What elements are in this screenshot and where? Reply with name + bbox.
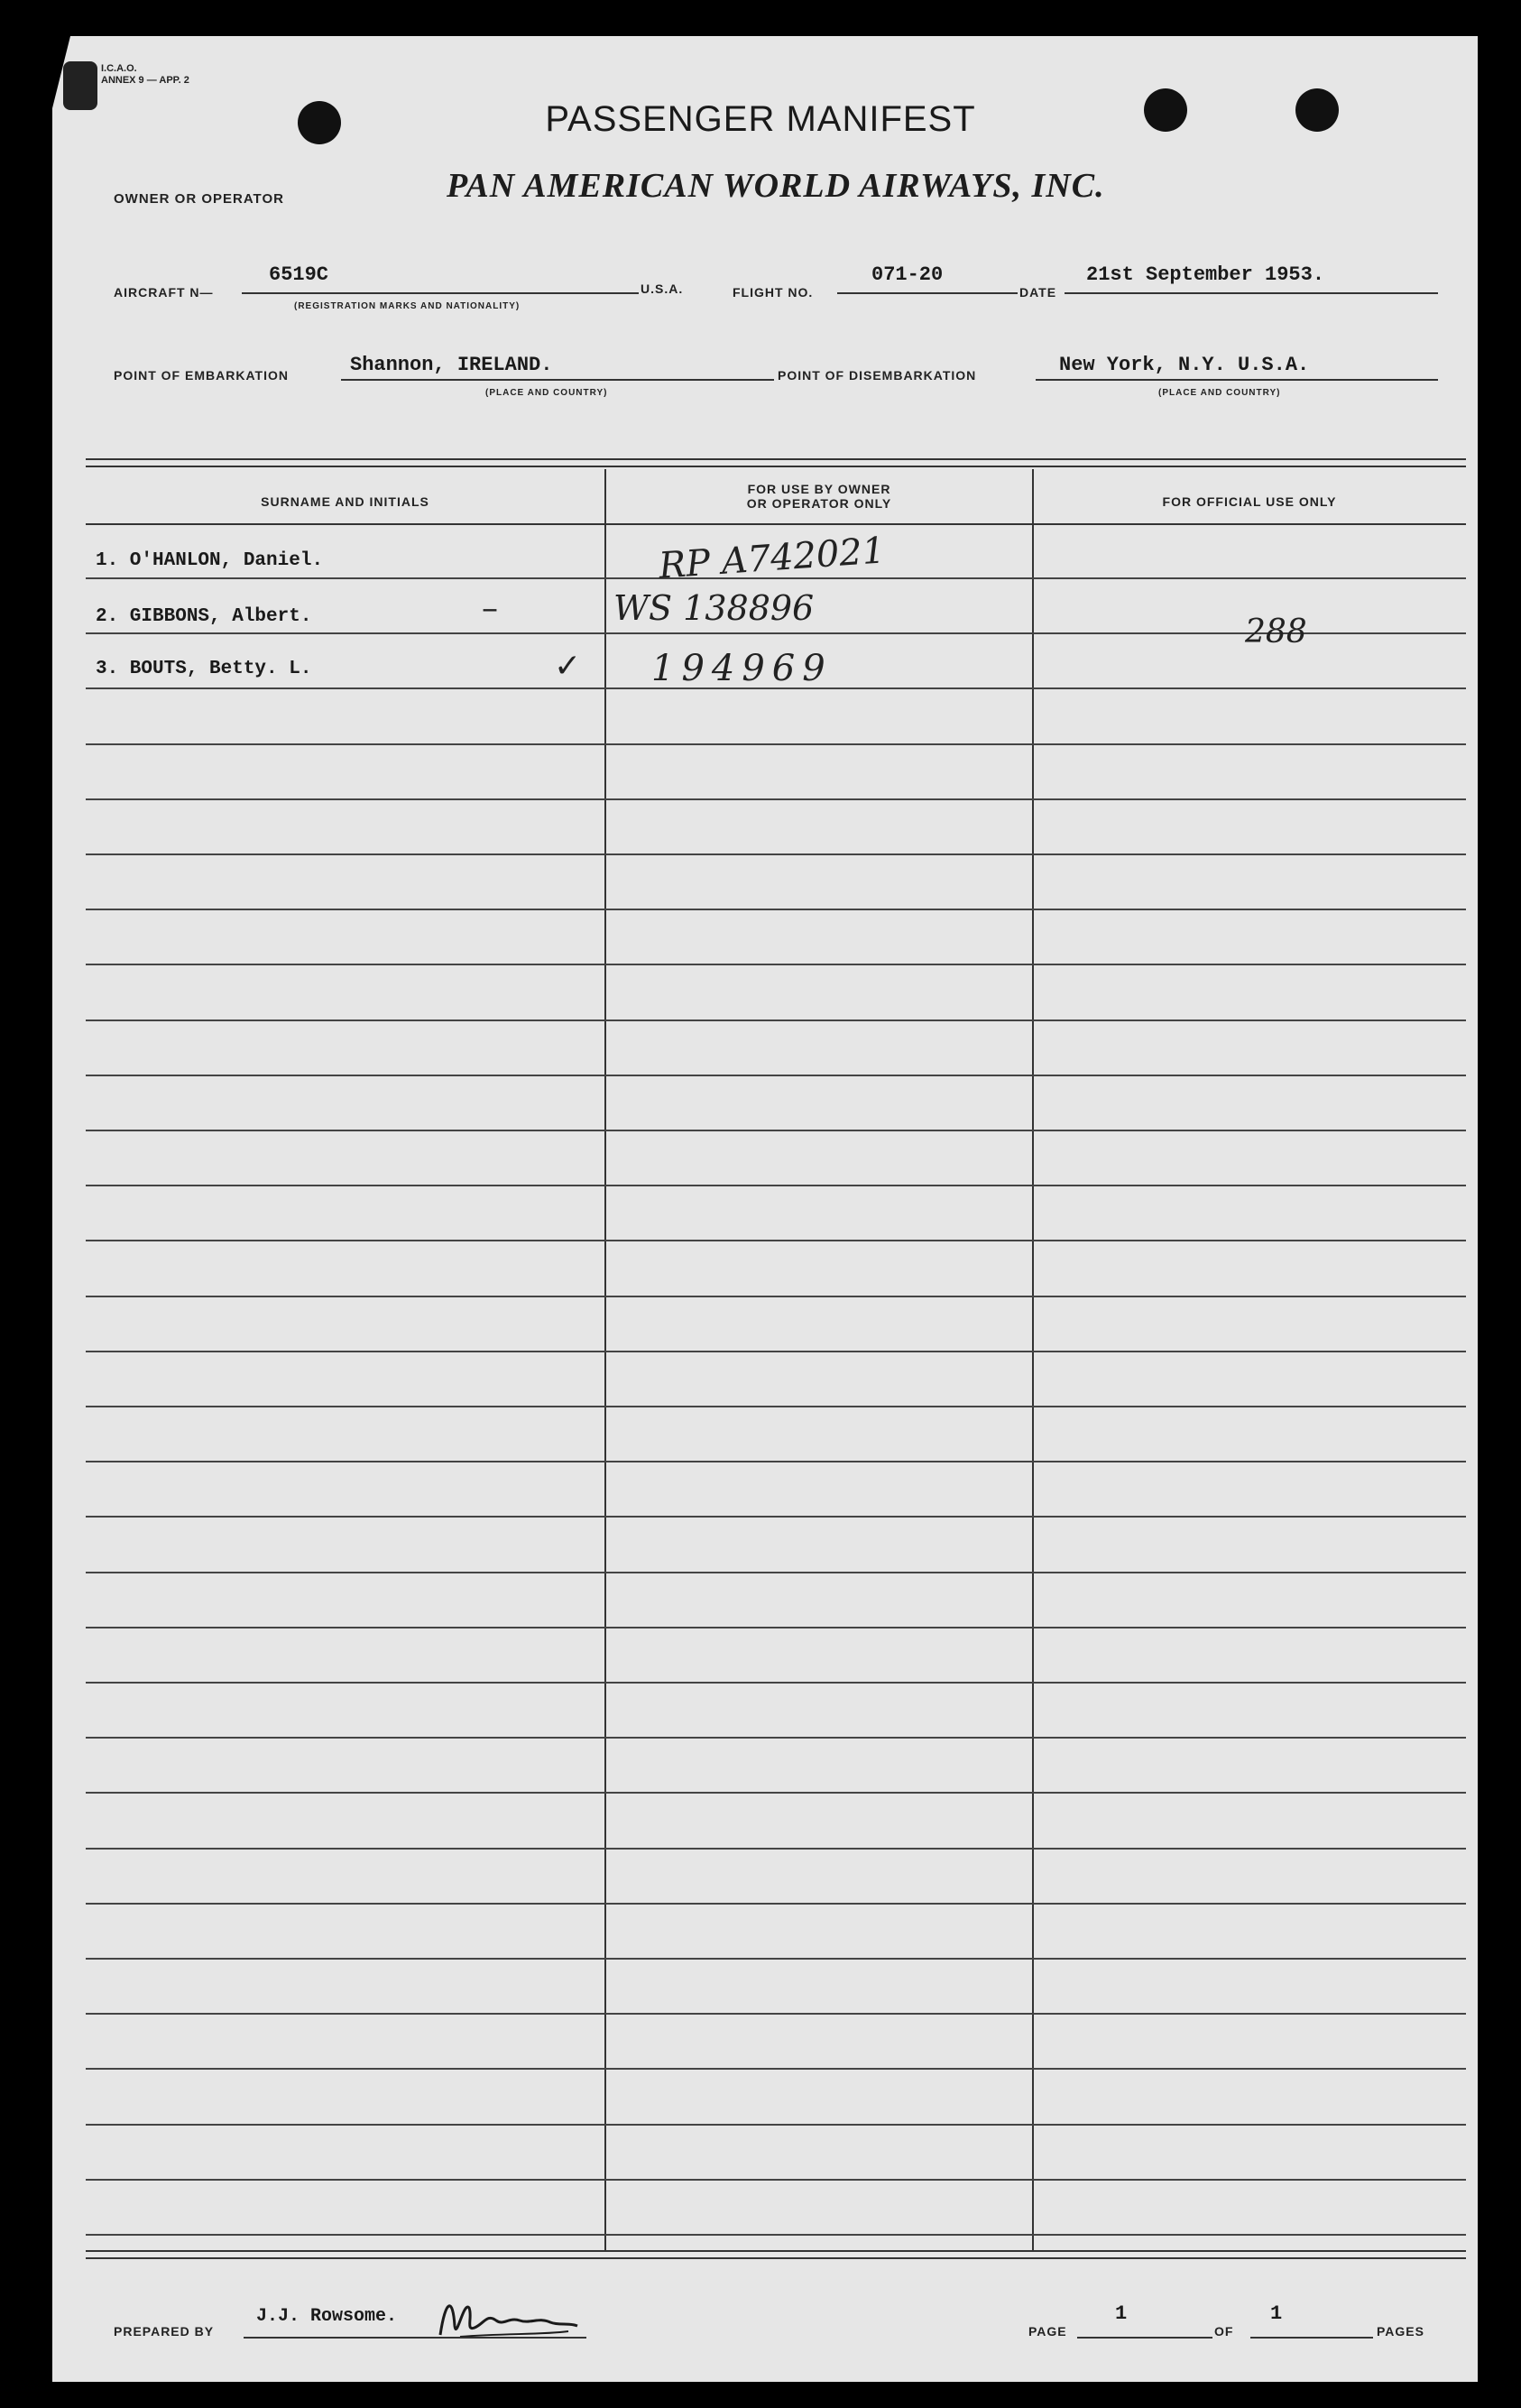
- signature: [433, 2290, 586, 2348]
- row-line: [86, 1572, 1466, 1573]
- embarkation-underline: [341, 379, 774, 381]
- page-underline: [1077, 2337, 1212, 2339]
- column-header-official: FOR OFFICIAL USE ONLY: [1162, 494, 1337, 509]
- row-line: [86, 1130, 1466, 1131]
- row-line: [86, 853, 1466, 855]
- table-header-rule: [86, 523, 1466, 525]
- column-header-operator: [606, 482, 1032, 511]
- row-line: [86, 1848, 1466, 1850]
- operator-note-handwritten: WS 138896: [613, 588, 815, 628]
- date-underline: [1065, 292, 1438, 294]
- table-top-rule-2: [86, 466, 1466, 467]
- row-line: [86, 2124, 1466, 2126]
- row-line: [86, 1627, 1466, 1628]
- row-line: [86, 743, 1466, 745]
- of-label: OF: [1214, 2324, 1234, 2339]
- row-line: [86, 1792, 1466, 1794]
- disembarkation-value: New York, N.Y. U.S.A.: [1059, 354, 1310, 376]
- embarkation-label: POINT OF EMBARKATION: [114, 368, 289, 383]
- row-line: [86, 1406, 1466, 1407]
- row-line: [86, 1461, 1466, 1462]
- row-line: [86, 1737, 1466, 1739]
- table-top-rule: [86, 458, 1466, 460]
- aircraft-label: AIRCRAFT N—: [114, 285, 214, 300]
- row-line: [86, 1075, 1466, 1076]
- disembarkation-sublabel: (PLACE AND COUNTRY): [1158, 388, 1281, 398]
- flight-value: 071-20: [871, 263, 944, 286]
- row-line: [86, 1351, 1466, 1352]
- date-value: 21st September 1953.: [1086, 263, 1325, 286]
- check-mark: –: [482, 590, 498, 627]
- disembarkation-label: POINT OF DISEMBARKATION: [778, 368, 977, 383]
- owner-label: OWNER OR OPERATOR: [114, 191, 284, 207]
- aircraft-underline: [242, 292, 639, 294]
- embarkation-value: Shannon, IRELAND.: [350, 354, 553, 376]
- column-divider-1: [604, 469, 606, 2251]
- aircraft-sublabel: (REGISTRATION MARKS AND NATIONALITY): [294, 301, 521, 311]
- column-divider-2: [1032, 469, 1034, 2251]
- pages-label: PAGES: [1377, 2324, 1424, 2339]
- row-line: [86, 2234, 1466, 2236]
- table-bottom-rule-2: [86, 2257, 1466, 2259]
- passenger-name: 1. O'HANLON, Daniel.: [96, 550, 324, 571]
- column-header-operator-line-2: OR OPERATOR ONLY: [746, 496, 892, 511]
- passenger-name: 2. GIBBONS, Albert.: [96, 606, 312, 627]
- row-line: [86, 1240, 1466, 1241]
- row-line: [86, 2013, 1466, 2015]
- official-note-handwritten: 288: [1245, 614, 1307, 650]
- row-line: [86, 909, 1466, 910]
- embarkation-sublabel: (PLACE AND COUNTRY): [485, 388, 608, 398]
- row-line: [86, 798, 1466, 800]
- row-line: [86, 964, 1466, 965]
- page-title: PASSENGER MANIFEST: [545, 99, 976, 139]
- row-line: [86, 1682, 1466, 1684]
- row-line: [86, 1019, 1466, 1021]
- stamp-line-2: ANNEX 9 — APP. 2: [101, 75, 189, 86]
- prepared-by-label: PREPARED BY: [114, 2324, 215, 2339]
- row-line: [86, 1516, 1466, 1518]
- aircraft-value: 6519C: [269, 263, 329, 286]
- column-header-operator-line-1: FOR USE BY OWNER: [747, 482, 891, 496]
- table-bottom-rule: [86, 2250, 1466, 2252]
- passenger-name: 3. BOUTS, Betty. L.: [96, 659, 312, 679]
- disembarkation-underline: [1036, 379, 1438, 381]
- page-label: PAGE: [1028, 2324, 1067, 2339]
- operator-note-handwritten: 194969: [651, 648, 833, 689]
- column-header-surname: SURNAME AND INITIALS: [261, 494, 429, 509]
- prepared-by-underline: [244, 2337, 586, 2339]
- row-line: [86, 2179, 1466, 2181]
- date-label: DATE: [1019, 285, 1057, 300]
- flight-label: FLIGHT NO.: [733, 285, 814, 300]
- row-line: [86, 1296, 1466, 1297]
- owner-value: PAN AMERICAN WORLD AIRWAYS, INC.: [447, 167, 1105, 205]
- page-total: 1: [1270, 2302, 1283, 2325]
- usa-label: U.S.A.: [641, 281, 684, 296]
- row-line: [86, 2068, 1466, 2070]
- check-mark: ✓: [554, 648, 582, 685]
- page-total-underline: [1250, 2337, 1373, 2339]
- prepared-by-value: J.J. Rowsome.: [256, 2306, 398, 2327]
- page-number: 1: [1115, 2302, 1128, 2325]
- stamp-line-1: I.C.A.O.: [101, 63, 137, 74]
- row-line: [86, 1958, 1466, 1960]
- row-line: [86, 1903, 1466, 1905]
- flight-underline: [837, 292, 1018, 294]
- row-line: [86, 1185, 1466, 1186]
- operator-note-handwritten: RP A742021: [657, 530, 887, 587]
